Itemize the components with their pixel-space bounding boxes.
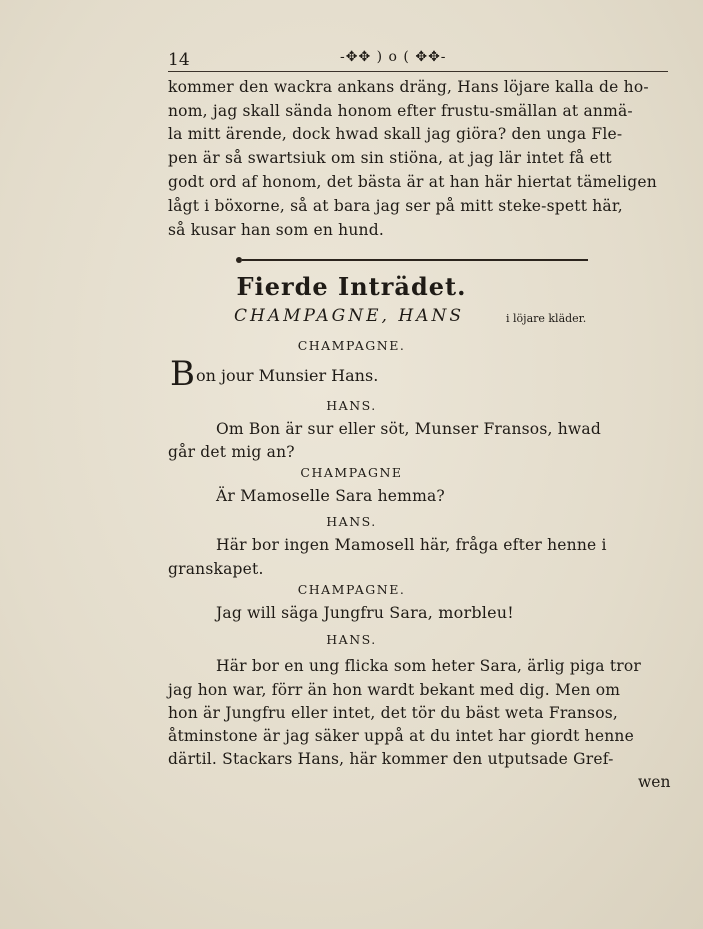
- text-fragment: Sara, morbleu!: [389, 603, 514, 622]
- dialogue-line: [216, 419, 601, 439]
- text-fragment: Mamosell: [334, 535, 415, 554]
- catchword: wen: [638, 773, 671, 791]
- dialogue-line: går det mig an?: [168, 443, 295, 461]
- speaker-name: HANS.: [326, 632, 377, 647]
- dialogue-line: åtminstone är jag säker uppå at du intet har giordt henne: [168, 727, 634, 745]
- text-line: godt ord af honom, det bästa är at han här hiertat tämeligen: [168, 173, 657, 191]
- dialogue-line: hon är Jungfru eller intet, det tör du bäst weta Fransos,: [168, 704, 619, 722]
- dialogue-line: [216, 486, 445, 506]
- text-fragment: Om Bon är sur eller söt,: [216, 420, 415, 438]
- text-fragment: Fransos, hwad: [478, 420, 601, 438]
- text-fragment: Här bor ingen: [216, 536, 335, 554]
- header-ornament: -✥✥ ) o ( ✥✥-: [340, 49, 447, 65]
- text-line: kommer den wackra ankans dräng, Hans löjare kalla de ho-: [168, 78, 649, 96]
- scene-cast: CHAMPAGNE, HANS: [234, 306, 464, 326]
- text-line: nom, jag skall sända honom efter frustu-smällan at anmä-: [168, 102, 633, 120]
- text-line: pen är så swartsiuk om sin stiöna, at jag lär intet få ett: [168, 149, 612, 167]
- text-fragment: här, fråga efter henne i: [414, 536, 607, 554]
- cast-note: i löjare kläder.: [506, 312, 587, 325]
- text-fragment: Mamoselle: [240, 486, 331, 505]
- text-fragment: Sara hemma?: [330, 487, 445, 505]
- text-line: lågt i böxorne, så at bara jag ser på mitt steke-spett här,: [168, 197, 623, 215]
- text-line: så kusar han som en hund.: [168, 221, 384, 239]
- text-line: la mitt ärende, dock hwad skall jag giöra? den unga Fle-: [168, 125, 623, 143]
- drop-initial: B: [170, 354, 195, 394]
- text-fragment: Jag will säga Jungfru: [216, 604, 390, 622]
- dialogue-line: därtil. Stackars Hans, här kommer den utputsade Gref-: [168, 750, 614, 768]
- page-number: 14: [168, 50, 190, 70]
- dialogue-line: on jour Munsier Hans.: [196, 366, 379, 385]
- dialogue-line: Här bor en ung flicka som heter Sara, ärlig piga tror: [216, 657, 642, 675]
- speaker-name: HANS.: [326, 514, 377, 529]
- dialogue-line: [216, 603, 514, 623]
- header-rule: [168, 71, 668, 72]
- speaker-name: HANS.: [326, 398, 377, 413]
- scene-title: Fierde Inträdet.: [236, 272, 467, 301]
- text-fragment: Munser: [414, 419, 479, 438]
- speaker-name: CHAMPAGNE.: [297, 582, 406, 597]
- dialogue-line: [216, 535, 607, 555]
- speaker-name: CHAMPAGNE.: [297, 338, 406, 353]
- dialogue-line: jag hon war, förr än hon wardt bekant med dig. Men om: [168, 681, 621, 699]
- dialogue-line: granskapet.: [168, 560, 264, 578]
- speaker-name: CHAMPAGNE: [300, 465, 403, 480]
- text-fragment: Är: [216, 487, 241, 505]
- section-divider: [242, 259, 588, 261]
